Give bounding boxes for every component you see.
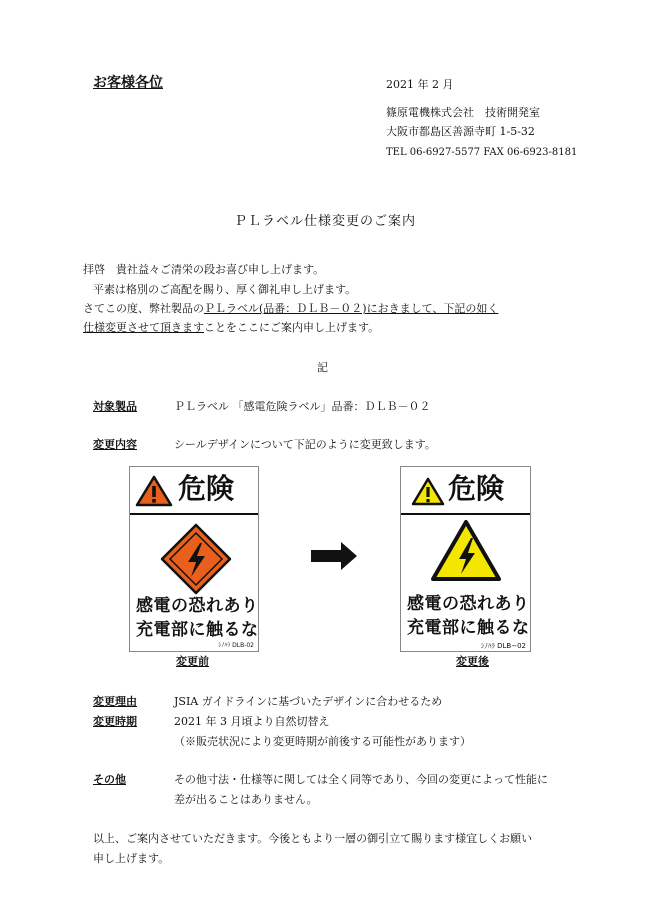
company-address: 大阪市都島区善源寺町 1-5-32 — [386, 125, 535, 138]
greeting-line-3-underlined: ＰＬラベル(品番：ＤＬＢ－０２)におきまして、下記の如く — [204, 302, 499, 315]
high-voltage-diamond-icon — [160, 523, 232, 595]
warning-triangle-icon — [135, 475, 173, 507]
greeting-line-1: 拝啓 貴社益々ご清栄の段お喜び申し上げます。 — [83, 263, 325, 276]
greeting-line-4 — [83, 321, 379, 335]
caption-before: 変更前 — [176, 655, 209, 668]
caption-after: 変更後 — [456, 655, 489, 668]
high-voltage-triangle-icon — [430, 519, 502, 583]
closing-line-1: 以上、ご案内させていただきます。今後ともより一層の御引立て賜ります様宜しくお願い — [93, 832, 533, 845]
greeting-line-4-underlined: 仕様変更させて頂きます — [83, 321, 204, 334]
change-value: シールデザインについて下記のように変更致します。 — [174, 438, 436, 451]
label-after-message-1: 感電の恐れあり — [407, 594, 530, 614]
timing-note: （※販売状況により変更時期が前後する可能性があります） — [174, 735, 471, 748]
ki-heading: 記 — [317, 361, 328, 374]
other-value-line-1: その他寸法・仕様等に関しては全く同等であり、今回の変更によって性能に — [174, 773, 548, 786]
reason-label: 変更理由 — [93, 695, 137, 708]
greeting-line-3 — [83, 302, 498, 316]
label-after-message-2: 充電部に触るな — [407, 618, 530, 638]
label-before — [129, 466, 259, 652]
label-before-message-1: 感電の恐れあり — [136, 596, 259, 616]
date: 2021 年 2 月 — [386, 78, 454, 91]
target-label: 対象製品 — [93, 400, 137, 413]
warning-triangle-icon — [411, 477, 445, 506]
timing-label: 変更時期 — [93, 715, 137, 728]
label-after-brand: ｼﾉﾊﾗ DLB−02 — [480, 642, 526, 650]
timing-value: 2021 年 3 月頃より自然切替え — [174, 715, 330, 728]
label-before-heading: 危険 — [178, 472, 235, 505]
greeting-line-4-text: ことをここにご案内申し上げます。 — [204, 321, 380, 334]
label-before-message-2: 充電部に触るな — [136, 620, 259, 640]
page-title: ＰＬラベル仕様変更のご案内 — [233, 214, 416, 229]
change-label: 変更内容 — [93, 438, 137, 451]
reason-value: JSIA ガイドラインに基づいたデザインに合わせるため — [174, 695, 443, 708]
label-before-header — [130, 467, 258, 515]
addressee: お客様各位 — [93, 75, 163, 91]
other-value-line-2: 差が出ることはありません。 — [174, 793, 318, 806]
closing-line-2: 申し上げます。 — [93, 852, 170, 865]
label-after-heading: 危険 — [448, 472, 505, 505]
label-after — [400, 466, 531, 652]
other-label: その他 — [93, 773, 126, 786]
greeting-line-3-text: さてこの度、弊社製品の — [83, 302, 204, 315]
company-phone: TEL 06-6927-5577 FAX 06-6923-8181 — [386, 147, 578, 158]
label-after-header — [401, 467, 530, 515]
label-before-brand: ｼﾉﾊﾗ DLB-02 — [218, 642, 254, 649]
greeting-line-2: 平素は格別のご高配を賜り、厚く御礼申し上げます。 — [93, 283, 357, 296]
arrow-right-icon — [311, 541, 358, 571]
target-value: ＰＬラベル 「感電危険ラベル」品番：ＤＬＢ－０２ — [174, 400, 431, 413]
company-name: 篠原電機株式会社 技術開発室 — [386, 106, 540, 119]
